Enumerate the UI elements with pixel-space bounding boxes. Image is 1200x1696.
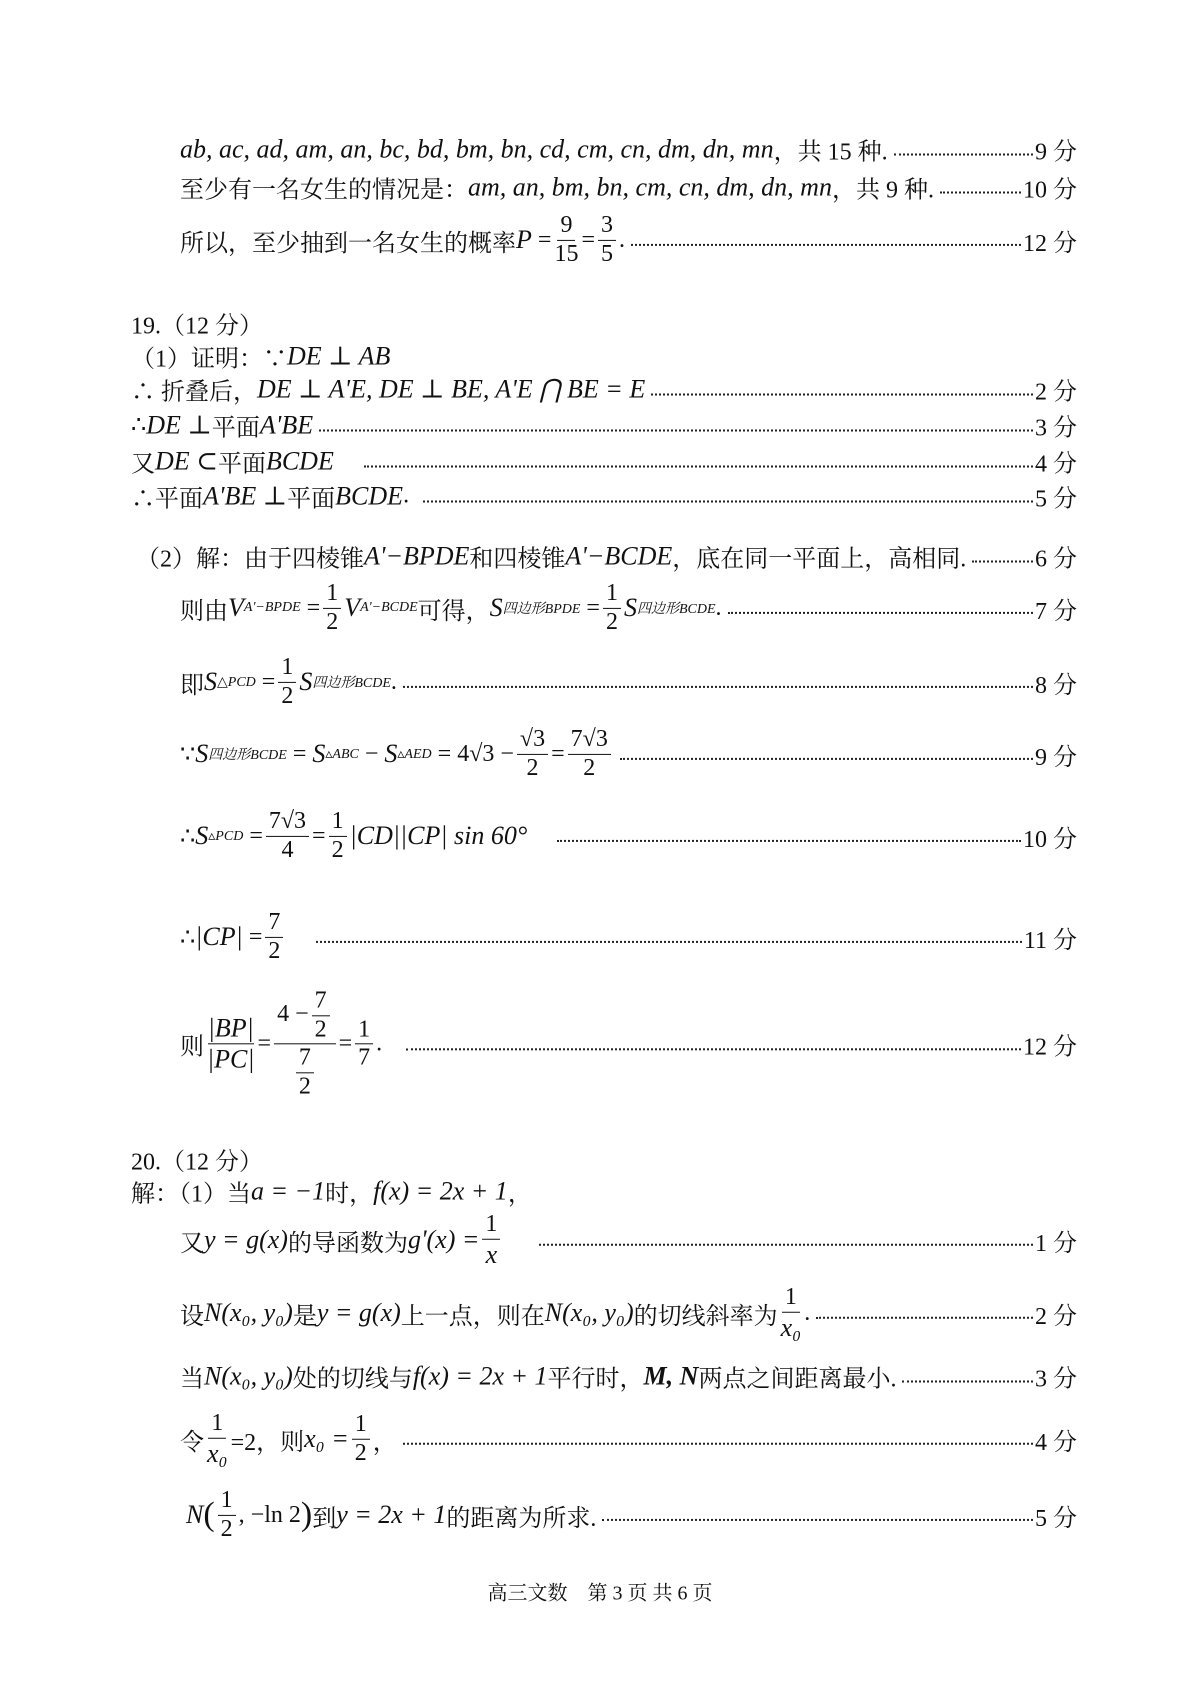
text: = <box>248 923 263 950</box>
numerator: 1 <box>323 580 341 609</box>
text: = <box>437 740 452 767</box>
score: 9 分 <box>1035 139 1077 166</box>
text: 平面 <box>211 415 260 442</box>
score: 10 分 <box>1023 177 1077 204</box>
math-expression: A'BE ⊥ <box>203 481 288 510</box>
denominator: 2 <box>583 754 596 781</box>
dotted-leader <box>816 1317 1033 1319</box>
text: ∴平面 <box>131 486 203 513</box>
text: = <box>257 1030 272 1057</box>
math-expression: x₀ = <box>304 1423 349 1453</box>
page-footer: 高三文数 第 3 页 共 6 页 <box>487 1582 713 1605</box>
fraction <box>265 909 283 965</box>
math-expression: y = 2x + 1 <box>336 1500 447 1529</box>
fraction <box>312 987 330 1043</box>
q19-part2-line-6 <box>180 909 1077 965</box>
text: 上一点，则在 <box>400 1303 545 1330</box>
text: ，共 15 种. <box>773 139 888 166</box>
denominator: 2 <box>354 1439 367 1466</box>
numerator: 1 <box>352 1411 370 1440</box>
text: 又 <box>180 1230 204 1257</box>
q19-part2-line-5 <box>180 808 1077 864</box>
math-expression: S <box>195 739 209 768</box>
denominator: x₀ <box>207 1438 228 1468</box>
text: 则 <box>180 1034 204 1061</box>
math-expression: V <box>228 593 244 622</box>
score: 6 分 <box>1035 546 1077 573</box>
math-expression: a = −1 <box>251 1176 326 1205</box>
text: 设 <box>180 1303 204 1330</box>
fraction <box>355 1016 373 1072</box>
fraction <box>554 212 578 268</box>
q19-line-3 <box>131 408 1077 443</box>
q19-part2-line-3 <box>180 654 1077 710</box>
complex-fraction <box>274 987 336 1100</box>
numerator: 7 <box>296 1045 314 1074</box>
subscript: 四边形BCDE <box>312 676 391 691</box>
numerator <box>274 987 336 1044</box>
text: − <box>364 740 379 767</box>
denominator: 2 <box>526 754 539 781</box>
fraction <box>323 580 341 636</box>
math-expression: , −ln 2 <box>238 1501 301 1528</box>
heading: 19.（12 分） <box>131 313 263 340</box>
math-expression: P <box>516 225 532 254</box>
math-expression: N <box>186 1500 204 1529</box>
dotted-leader <box>406 1048 1021 1050</box>
text: = <box>261 668 276 695</box>
numerator: 1 <box>278 654 296 683</box>
score: 2 分 <box>1035 379 1077 406</box>
numerator: 7√3 <box>266 808 309 837</box>
math-expression: DE ⊥ AB <box>287 341 391 370</box>
denominator: 7 <box>358 1044 371 1071</box>
dotted-leader <box>423 500 1033 502</box>
text: . <box>390 668 397 695</box>
text: 令 <box>180 1429 204 1456</box>
math-expression: y = g(x) <box>316 1297 401 1327</box>
numerator: 9 <box>557 212 575 241</box>
subscript: 四边形BCDE <box>636 602 716 617</box>
fraction <box>598 212 616 268</box>
dotted-leader <box>940 191 1021 193</box>
numerator: 1 <box>782 1284 800 1313</box>
text: = <box>551 740 565 767</box>
text: 的距离为所求. <box>446 1505 597 1532</box>
text: 至少有一名女生的情况是： <box>180 177 468 204</box>
score: 11 分 <box>1023 927 1077 954</box>
text: 时， <box>325 1181 374 1208</box>
fraction <box>781 1284 802 1342</box>
denominator: 2 <box>326 608 339 635</box>
dotted-leader <box>539 1244 1033 1246</box>
text: . <box>804 1299 811 1326</box>
numerator: √3 <box>517 726 548 755</box>
score: 2 分 <box>1035 1303 1077 1330</box>
dotted-leader <box>620 758 1033 760</box>
math-expression: BCDE <box>335 481 404 510</box>
text: . <box>376 1030 383 1057</box>
fraction <box>278 654 296 710</box>
dotted-leader <box>316 941 1022 943</box>
dotted-leader <box>728 612 1033 614</box>
numerator: 1 <box>482 1211 500 1240</box>
numerator: 3 <box>598 212 616 241</box>
dotted-leader <box>972 560 1033 562</box>
dotted-leader <box>894 153 1033 155</box>
answer-line-combinations <box>180 132 1077 167</box>
text: 和四棱锥 <box>469 546 566 573</box>
math-expression: N(x₀, y₀) <box>204 1297 293 1327</box>
text: 平行时， <box>547 1366 644 1393</box>
denominator: 15 <box>554 240 579 267</box>
left-paren: ( <box>203 1496 215 1533</box>
fraction <box>603 580 621 636</box>
fraction <box>352 1411 370 1467</box>
text: ，共 9 种. <box>831 177 934 204</box>
q19-line-1 <box>131 339 1077 374</box>
fraction <box>266 808 309 864</box>
numerator: 7 <box>312 987 330 1016</box>
dotted-leader <box>602 1519 1033 1521</box>
math-expression: A'−BPDE <box>364 541 470 570</box>
math-expression: f(x) = 2x + 1 <box>373 1176 508 1205</box>
denominator: x₀ <box>780 1312 802 1342</box>
text: 两点之间距离最小. <box>698 1366 897 1393</box>
denominator: 2 <box>298 1073 311 1100</box>
text: = <box>537 226 552 253</box>
numerator: 1 <box>603 580 621 609</box>
q20-line-1 <box>131 1174 1077 1209</box>
math-expression: DE ⊥ <box>146 410 212 439</box>
score: 1 分 <box>1035 1230 1077 1257</box>
text: （1）证明：∵ <box>131 346 287 373</box>
numerator: 1 <box>218 1487 236 1516</box>
math-expression: y = g(x) <box>204 1224 288 1254</box>
score: 10 分 <box>1023 826 1077 853</box>
score: 3 分 <box>1035 415 1077 442</box>
fraction <box>568 726 611 782</box>
right-paren: ) <box>300 1496 313 1533</box>
fraction <box>482 1211 500 1269</box>
text: = <box>312 822 326 849</box>
numerator: 7 <box>265 909 283 938</box>
math-expression: BCDE <box>265 446 334 475</box>
dotted-leader <box>902 1380 1033 1382</box>
text: 4√3 − <box>457 740 514 767</box>
fraction <box>329 808 347 864</box>
text: ，底在同一平面上，高相同. <box>672 546 967 573</box>
text: 平面 <box>217 451 266 478</box>
numerator: 1 <box>329 808 347 837</box>
text: 所以，至少抽到一名女生的概率 <box>180 230 516 257</box>
denominator: 2 <box>220 1515 233 1542</box>
text: 则由 <box>180 598 228 625</box>
text: = <box>581 226 595 253</box>
text: ， <box>372 1429 397 1456</box>
denominator: x <box>485 1239 498 1269</box>
score: 4 分 <box>1035 451 1077 478</box>
text: = <box>586 594 600 621</box>
text: 的切线斜率为 <box>633 1303 778 1330</box>
text: 可得， <box>417 598 490 625</box>
denominator: 4 <box>281 836 294 863</box>
text: 平面 <box>287 486 336 513</box>
numerator: 7√3 <box>568 726 611 755</box>
dotted-leader <box>403 686 1033 688</box>
answer-line-probability <box>180 212 1077 268</box>
math-expression: DE ⊥ A'E, DE ⊥ BE, A'E ⋂ BE = E <box>257 374 646 403</box>
dotted-leader <box>403 1443 1033 1445</box>
q19-part2-line-2 <box>180 580 1077 636</box>
math-expression: |CP| <box>195 922 243 951</box>
subscript: 四边形BCDE <box>208 748 287 763</box>
text: 到 <box>312 1505 337 1532</box>
text: 当 <box>180 1366 204 1393</box>
math-expression: S <box>489 593 503 622</box>
math-expression: S <box>299 667 313 696</box>
q19-part2-line-4 <box>180 726 1077 782</box>
text: 解：（1）当 <box>131 1181 251 1208</box>
text: ∴ <box>180 823 196 850</box>
text: 的导函数为 <box>287 1230 408 1257</box>
numerator: 1 <box>355 1016 373 1045</box>
fraction <box>296 1045 314 1101</box>
text: 即 <box>180 672 204 699</box>
denominator: 2 <box>268 937 281 964</box>
math-expression: V <box>344 593 361 622</box>
text: 4 − <box>277 1000 309 1027</box>
math-expression: |CD||CP| sin 60° <box>349 821 528 850</box>
math-expression: ab, ac, ad, am, an, bc, bd, bm, bn, cd, cm, cn, dm, dn, mn <box>180 134 774 163</box>
dotted-leader <box>319 429 1033 431</box>
text: = <box>292 740 307 767</box>
subscript: △PCD <box>217 674 256 690</box>
math-expression: N(x₀, y₀) <box>204 1361 293 1390</box>
denominator: 5 <box>600 240 613 267</box>
math-expression: f(x) = 2x + 1 <box>412 1361 548 1390</box>
fraction <box>207 1410 228 1468</box>
text: = <box>338 1030 353 1057</box>
math-expression: N(x₀, y₀) <box>544 1297 634 1327</box>
numerator: |BP| <box>207 1013 254 1043</box>
score: 7 分 <box>1035 598 1077 625</box>
text: ， <box>507 1181 532 1208</box>
fraction <box>207 1014 255 1075</box>
subscript: ▵PCD <box>208 828 244 844</box>
math-expression: am, an, bm, bn, cm, cn, dm, dn, mn <box>468 172 832 201</box>
score: 9 分 <box>1035 744 1077 771</box>
denominator: 2 <box>281 682 294 709</box>
math-expression: g'(x) = <box>407 1224 480 1254</box>
q19-line-5 <box>131 479 1077 514</box>
math-expression: A'−BCDE <box>565 541 673 570</box>
math-expression: A'BE <box>259 410 314 439</box>
text: =2，则 <box>230 1429 305 1456</box>
math-expression: S <box>312 739 326 768</box>
q19-line-4 <box>131 444 1077 479</box>
denominator: 2 <box>314 1015 327 1042</box>
q19-part2-line-7 <box>180 987 1077 1100</box>
score: 3 分 <box>1035 1366 1077 1393</box>
score: 12 分 <box>1023 230 1077 257</box>
dotted-leader <box>631 244 1021 246</box>
q19-part2-line-1 <box>136 539 1077 574</box>
math-expression: S <box>384 739 398 768</box>
text: . <box>403 482 410 509</box>
score: 8 分 <box>1035 672 1077 699</box>
text: ∴ <box>131 412 147 439</box>
dotted-leader <box>364 465 1033 467</box>
question-19-title <box>131 306 1077 341</box>
math-expression: S <box>623 593 637 622</box>
denominator: 2 <box>605 608 618 635</box>
text: = <box>249 822 263 849</box>
numerator: 1 <box>208 1410 226 1439</box>
text: . <box>618 226 625 253</box>
text: ∵ <box>180 741 196 768</box>
score: 5 分 <box>1035 1505 1077 1532</box>
q20-line-3 <box>180 1284 1077 1342</box>
math-expression: S <box>204 667 217 696</box>
q20-line-4 <box>180 1359 1077 1394</box>
text: 处的切线与 <box>292 1366 413 1393</box>
math-expression: DE ⊂ <box>155 446 218 475</box>
denominator: |PC| <box>207 1044 255 1074</box>
text: ∴ 折叠后， <box>131 379 257 406</box>
subscript: ▵AED <box>397 746 432 762</box>
denominator: 2 <box>331 836 344 863</box>
answer-line-female-cases <box>180 170 1077 205</box>
subscript: A'−BCDE <box>360 600 418 615</box>
text: 是 <box>292 1303 317 1330</box>
text: . <box>715 594 722 621</box>
dotted-leader <box>651 393 1033 395</box>
q20-line-6 <box>186 1487 1077 1543</box>
heading: 20.（12 分） <box>131 1149 263 1176</box>
score: 5 分 <box>1035 486 1077 513</box>
fraction <box>218 1487 236 1543</box>
score: 4 分 <box>1035 1429 1077 1456</box>
fraction <box>517 726 548 782</box>
text: 又 <box>131 451 155 478</box>
math-expression: S <box>195 821 209 850</box>
text: ∴ <box>180 924 196 951</box>
q19-line-2 <box>131 372 1077 407</box>
dotted-leader <box>557 840 1021 842</box>
subscript: A'−BPDE <box>243 600 301 615</box>
question-20-title <box>131 1142 1077 1177</box>
text: （2）解：由于四棱锥 <box>136 546 364 573</box>
q20-line-5 <box>180 1410 1077 1468</box>
score: 12 分 <box>1023 1034 1077 1061</box>
subscript: ▵ABC <box>325 746 359 762</box>
subscript: 四边形BPDE <box>502 602 581 617</box>
q20-line-2 <box>180 1211 1077 1269</box>
text: = <box>306 594 321 621</box>
math-expression: M, N <box>643 1361 699 1390</box>
